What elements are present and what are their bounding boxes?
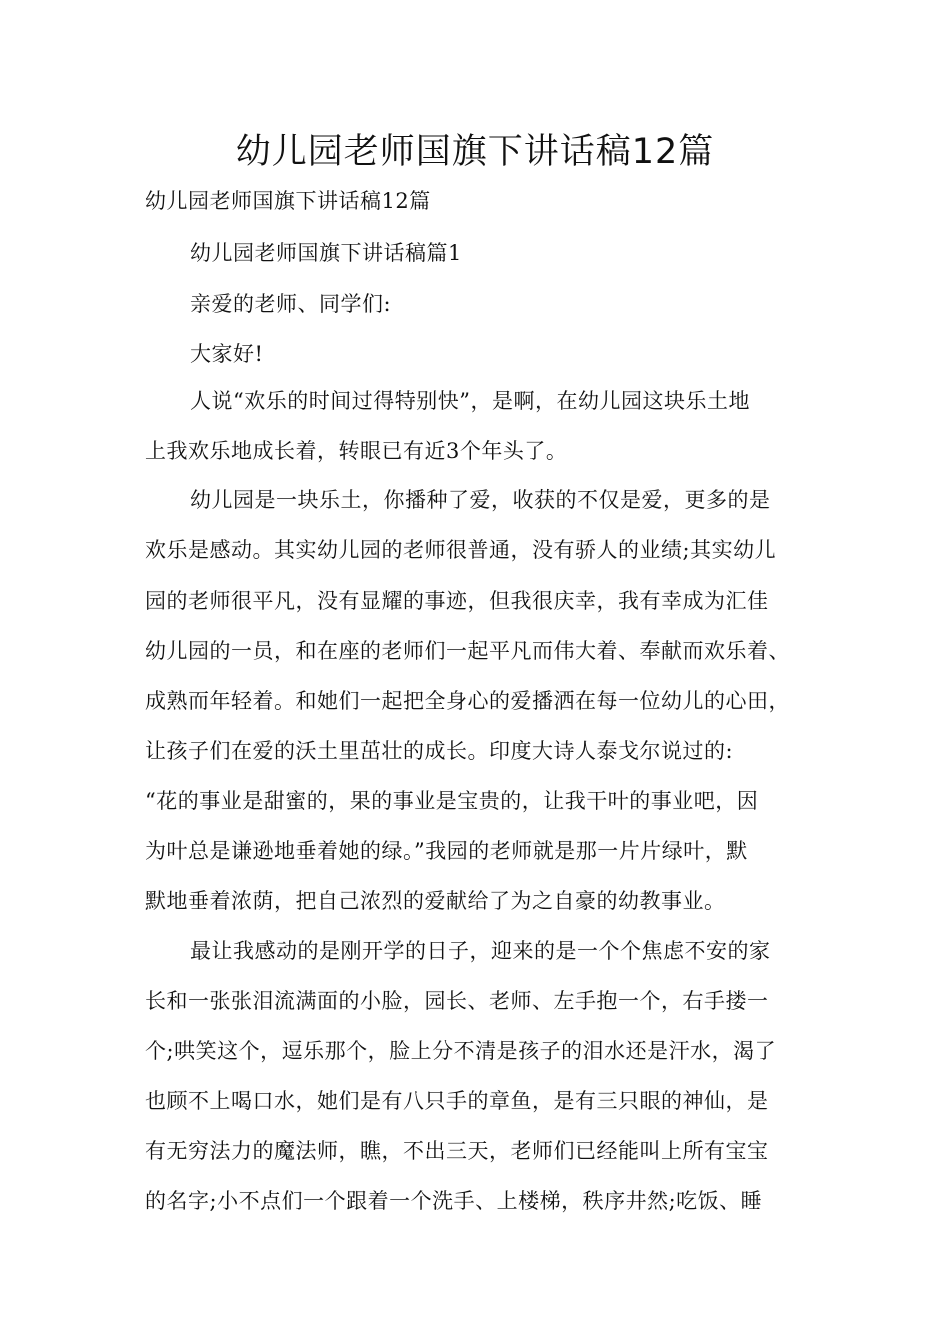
body-line: 成熟而年轻着。和她们一起把全身心的爱播洒在每一位幼儿的心田， (145, 689, 790, 713)
body-line: “花的事业是甜蜜的，果的事业是宝贵的，让我干叶的事业吧，因 (145, 789, 759, 813)
body-line: 默地垂着浓荫，把自己浓烈的爱献给了为之自豪的幼教事业。 (145, 889, 726, 913)
body-line: 人说“欢乐的时间过得特别快”，是啊，在幼儿园这块乐土地 (190, 389, 750, 413)
greeting-line: 亲爱的老师、同学们: (190, 292, 392, 316)
section-heading: 幼儿园老师国旗下讲话稿篇1 (190, 241, 462, 265)
body-line: 园的老师很平凡，没有显耀的事迹，但我很庆幸，我有幸成为汇佳 (145, 589, 769, 613)
body-line: 欢乐是感动。其实幼儿园的老师很普通，没有骄人的业绩;其实幼儿 (145, 538, 777, 562)
body-line: 幼儿园的一员，和在座的老师们一起平凡而伟大着、奉献而欢乐着、 (145, 639, 790, 663)
body-line: 让孩子们在爱的沃土里茁壮的成长。印度大诗人泰戈尔说过的: (145, 739, 734, 763)
document-subtitle: 幼儿园老师国旗下讲话稿12篇 (145, 189, 431, 213)
document-title: 幼儿园老师国旗下讲话稿12篇 (235, 132, 715, 172)
body-line: 长和一张张泪流满面的小脸，园长、老师、左手抱一个，右手搂一 (145, 989, 769, 1013)
body-line: 有无穷法力的魔法师，瞧，不出三天，老师们已经能叫上所有宝宝 (145, 1139, 769, 1163)
body-line: 也顾不上喝口水，她们是有八只手的章鱼，是有三只眼的神仙，是 (145, 1089, 769, 1113)
body-line: 幼儿园是一块乐土，你播种了爱，收获的不仅是爱，更多的是 (190, 488, 771, 512)
hello-line: 大家好! (190, 342, 264, 366)
body-line: 个;哄笑这个，逗乐那个，脸上分不清是孩子的泪水还是汗水，渴了 (145, 1039, 777, 1063)
body-line: 的名字;小不点们一个跟着一个洗手、上楼梯，秩序井然;吃饭、睡 (145, 1189, 763, 1213)
body-line: 最让我感动的是刚开学的日子，迎来的是一个个焦虑不安的家 (190, 939, 771, 963)
body-line: 上我欢乐地成长着，转眼已有近3个年头了。 (145, 439, 568, 463)
body-line: 为叶总是谦逊地垂着她的绿。”我园的老师就是那一片片绿叶，默 (145, 839, 748, 863)
